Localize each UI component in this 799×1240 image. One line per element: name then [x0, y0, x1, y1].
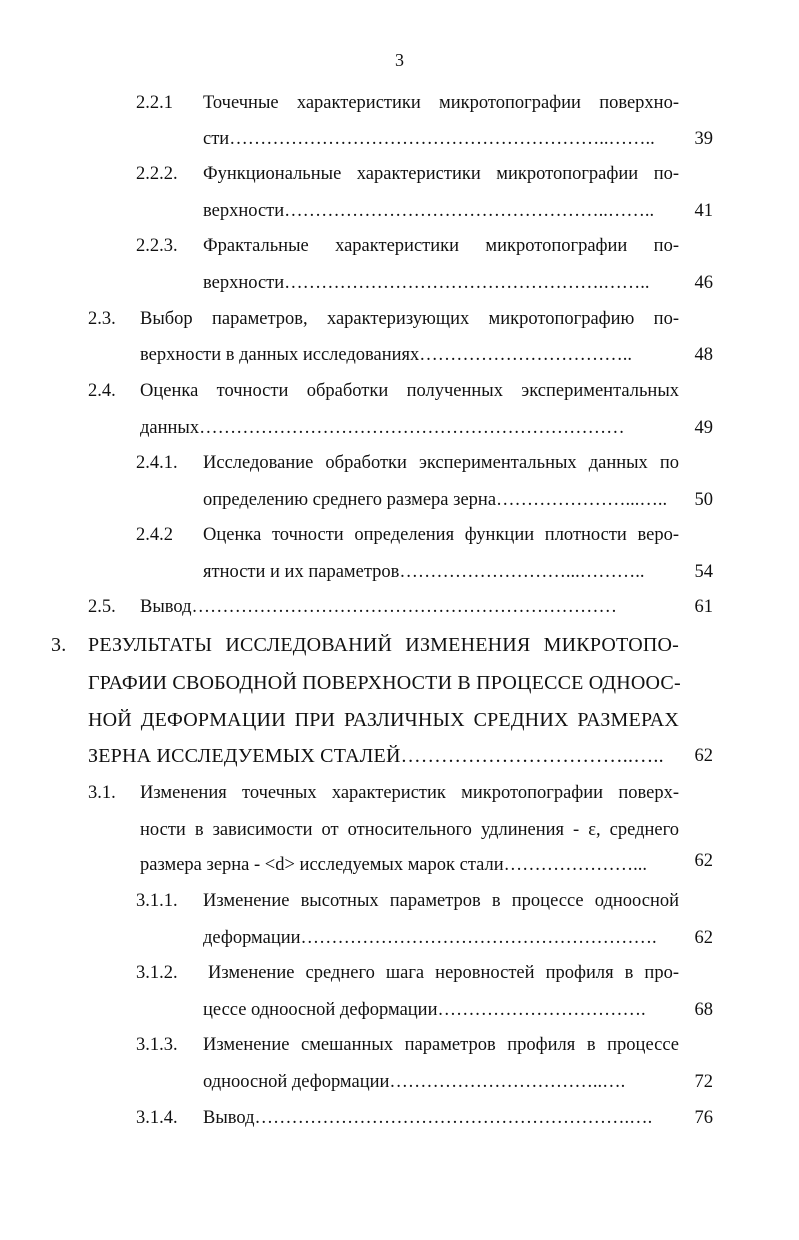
entry-title-line: Выбор параметров, характеризующих микротопографию по- [140, 309, 679, 329]
entry-title-line: верхности в данных исследованиях…………………………….. [140, 345, 633, 365]
entry-number: 3.1.4. [136, 1108, 178, 1128]
entry-number: 2.2.1 [136, 93, 173, 113]
entry-page: 61 [694, 597, 713, 617]
entry-title-line: Изменения точечных характеристик микротопографии поверх- [140, 783, 679, 803]
entry-number: 3.1.2. [136, 963, 178, 983]
entry-title-line: данных…………………………………………………………… [140, 418, 625, 438]
entry-page: 46 [694, 273, 713, 293]
entry-number: 2.4. [88, 381, 116, 401]
entry-page: 68 [694, 1000, 713, 1020]
page-number: 3 [395, 50, 404, 70]
entry-title-line: Вывод…………………………………………………….…. [203, 1108, 653, 1128]
entry-page: 41 [694, 201, 713, 221]
entry-page: 49 [694, 418, 713, 438]
entry-number: 3.1. [88, 783, 116, 803]
entry-title-line: ности в зависимости от относительного удлинения - ε, среднего [140, 820, 679, 840]
entry-number: 2.3. [88, 309, 116, 329]
entry-page: 62 [694, 746, 713, 766]
entry-title-line: цессе одноосной деформации……………………………. [203, 1000, 646, 1020]
entry-number: 3.1.1. [136, 891, 178, 911]
entry-title-line: Изменение среднего шага неровностей профиля в про- [208, 963, 679, 983]
entry-title-line: Исследование обработки экспериментальных данных по [203, 453, 679, 473]
entry-title-line: Вывод…………………………………………………………… [140, 597, 618, 617]
entry-title-line: одноосной деформации……………………………..…. [203, 1072, 626, 1092]
entry-number: 2.5. [88, 597, 116, 617]
entry-title-line: Изменение смешанных параметров профиля в процессе [203, 1035, 679, 1055]
entry-title-line: Фрактальные характеристики микротопографии по- [203, 236, 679, 256]
entry-number: 3. [51, 634, 67, 656]
entry-title-line: НОЙ ДЕФОРМАЦИИ ПРИ РАЗЛИЧНЫХ СРЕДНИХ РАЗМЕРАХ [88, 709, 679, 731]
entry-number: 2.2.3. [136, 236, 178, 256]
entry-title-line: ГРАФИИ СВОБОДНОЙ ПОВЕРХНОСТИ В ПРОЦЕССЕ ОДНООС- [88, 672, 681, 694]
entry-title-line: размера зерна - <d> исследуемых марок стали…………………... [140, 855, 648, 875]
entry-number: 2.2.2. [136, 164, 178, 184]
entry-page: 48 [694, 345, 713, 365]
entry-number: 3.1.3. [136, 1035, 178, 1055]
entry-title-line: РЕЗУЛЬТАТЫ ИССЛЕДОВАНИЙ ИЗМЕНЕНИЯ МИКРОТОПО- [88, 634, 679, 656]
entry-title-line: определению среднего размера зерна…………………...….. [203, 490, 668, 510]
entry-page: 39 [694, 129, 713, 149]
entry-title-line: Оценка точности обработки полученных экспериментальных [140, 381, 679, 401]
entry-title-line: Оценка точности определения функции плотности веро- [203, 525, 679, 545]
entry-number: 2.4.2 [136, 525, 173, 545]
entry-page: 62 [694, 928, 713, 948]
entry-title-line: сти……………………………………………………..…….. [203, 129, 655, 149]
entry-page: 76 [694, 1108, 713, 1128]
entry-title-line: Точечные характеристики микротопографии поверхно- [203, 93, 679, 113]
entry-title-line: ятности и их параметров………………………...……….. [203, 562, 645, 582]
entry-number: 2.4.1. [136, 453, 178, 473]
entry-page: 54 [694, 562, 713, 582]
entry-title-line: ЗЕРНА ИССЛЕДУЕМЫХ СТАЛЕЙ……………………………..….. [88, 745, 664, 767]
entry-title-line: Изменение высотных параметров в процессе одноосной [203, 891, 679, 911]
entry-title-line: верхности……………………………………………..…….. [203, 201, 655, 221]
entry-page: 72 [694, 1072, 713, 1092]
entry-title-line: Функциональные характеристики микротопографии по- [203, 164, 679, 184]
entry-title-line: деформации…………………………………………………. [203, 928, 657, 948]
entry-page: 62 [694, 851, 713, 871]
entry-page: 50 [694, 490, 713, 510]
entry-title-line: верхности…………………………………………….…….. [203, 273, 650, 293]
